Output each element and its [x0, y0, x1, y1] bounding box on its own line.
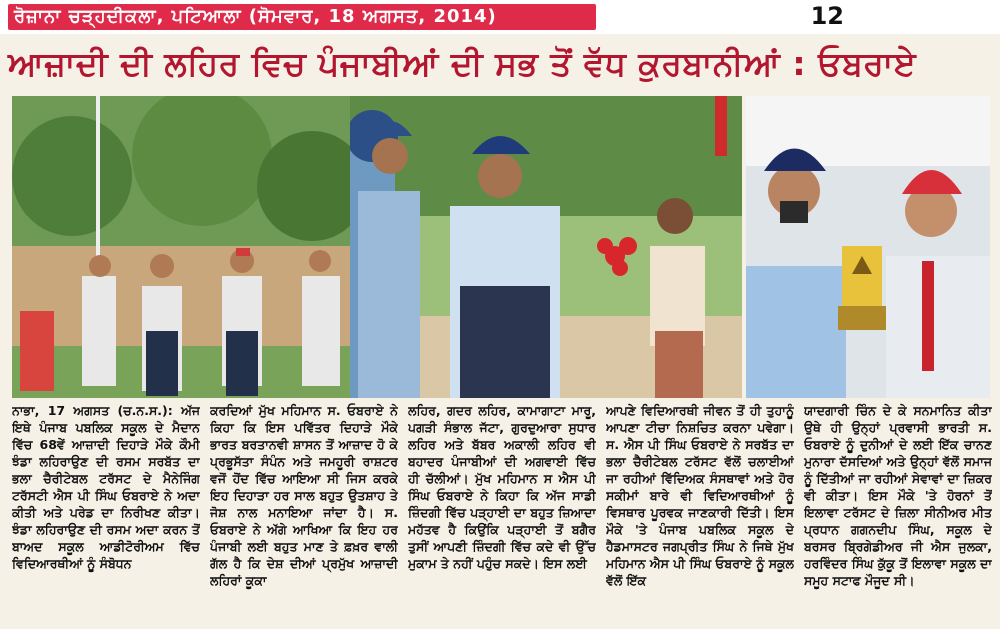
article-column-1: ਨਾਭਾ, 17 ਅਗਸਤ (ਚ.ਨ.ਸ.): ਅੱਜ ਇਥੇ ਪੰਜਾਬ ਪਬਲਿਕ ਸਕੂਲ ਦੇ ਮੈਦਾਨ ਵਿੱਚ 68ਵੇਂ ਆਜ਼ਾਦੀ ਦਿਹਾੜੇ ਮੌਕੇ ਕੌਮੀ ਝੰਡਾ ਲਹਿਰਾਉਣ ਦੀ ਰਸਮ ਸਰਬੱਤ ਦਾ ਭਲਾ ਚੈਰੀਟੇਬਲ ਟਰੱਸਟ ਦੇ ਮੈਨੇਜਿੰਗ ਟਰੱਸਟੀ ਐਸ ਪੀ ਸਿੰਘ ਓਬਰਾਏ ਨੇ ਅਦਾ ਕੀਤੀ ਅਤੇ ਪਰੇਡ ਦਾ ਨਿਰੀਖਣ ਕੀਤਾ। ਝੰਡਾ ਲਹਿਰਾਉਣ ਦੀ ਰਸਮ ਅਦਾ ਕਰਨ ਤੋਂ ਬਾਅਦ ਸਕੂਲ ਆਡੀਟੋਰੀਅਮ ਵਿੱਚ ਵਿਦਿਆਰਥੀਆਂ ਨੂੰ ਸੰਬੋਧਨ — [12, 403, 200, 571]
photo-bouquet-welcome — [350, 96, 742, 398]
photo-memento-presentation — [746, 96, 990, 398]
photo-flag-hoisting — [12, 96, 350, 398]
page-number: 12 — [810, 2, 844, 30]
article-body — [12, 402, 992, 626]
masthead — [0, 0, 1000, 34]
masthead-title: ਰੋਜ਼ਾਨਾ ਚੜ੍ਹਦੀਕਲਾ, ਪਟਿਆਲਾ (ਸੋਮਵਾਰ, 18 ਅਗਸਤ, 2014) — [14, 6, 497, 27]
headline: ਆਜ਼ਾਦੀ ਦੀ ਲਹਿਰ ਵਿਚ ਪੰਜਾਬੀਆਂ ਦੀ ਸਭ ਤੋਂ ਵੱਧ ਕੁਰਬਾਨੀਆਂ : ਓਬਰਾਏ — [8, 44, 917, 83]
article-column-5: ਯਾਦਗਾਰੀ ਚਿੰਨ ਦੇ ਕੇ ਸਨਮਾਨਿਤ ਕੀਤਾ ਉਥੇ ਹੀ ਉਨ੍ਹਾਂ ਪ੍ਰਵਾਸੀ ਭਾਰਤੀ ਸ. ਓਬਰਾਏ ਨੂੰ ਦੁਨੀਆਂ ਦੇ ਲਈ ਇੱਕ ਚਾਨਣ ਮੁਨਾਰਾ ਦੱਸਦਿਆਂ ਅਤੇ ਉਨ੍ਹਾਂ ਵੱਲੋਂ ਸਮਾਜ ਨੂੰ ਦਿੱਤੀਆਂ ਜਾ ਰਹੀਆਂ ਸੇਵਾਵਾਂ ਦਾ ਜ਼ਿਕਰ ਵੀ ਕੀਤਾ। ਇਸ ਮੌਕੇ 'ਤੇ ਹੋਰਨਾਂ ਤੋਂ ਇਲਾਵਾ ਟਰੱਸਟ ਦੇ ਜ਼ਿਲਾ ਸੀਨੀਅਰ ਮੀਤ ਪ੍ਰਧਾਨ ਗਗਨਦੀਪ ਸਿੰਘ, ਸਕੂਲ ਦੇ ਬਰਸਰ ਬ੍ਰਿਗੇਡੀਅਰ ਜੀ ਐਸ ਜੁਲਕਾ, ਹਰਵਿੰਦਰ ਸਿੰਘ ਕੁੱਕੂ ਤੋਂ ਇਲਾਵਾ ਸਕੂਲ ਦਾ ਸਮੂਹ ਸਟਾਫ ਮੌਜੂਦ ਸੀ। — [804, 403, 992, 588]
article-column-2: ਕਰਦਿਆਂ ਮੁੱਖ ਮਹਿਮਾਨ ਸ. ਓਬਰਾਏ ਨੇ ਕਿਹਾ ਕਿ ਇਸ ਪਵਿੱਤਰ ਦਿਹਾੜੇ ਮੌਕੇ ਭਾਰਤ ਬਰਤਾਨਵੀ ਸ਼ਾਸਨ ਤੋਂ ਆਜ਼ਾਦ ਹੋ ਕੇ ਪ੍ਰਭੂਸੱਤਾ ਸੰਪੰਨ ਅਤੇ ਜਮਹੂਰੀ ਰਾਸ਼ਟਰ ਵਜੋਂ ਹੋਂਦ ਵਿੱਚ ਆਇਆ ਸੀ ਜਿਸ ਕਰਕੇ ਇਹ ਦਿਹਾੜਾ ਹਰ ਸਾਲ ਬਹੁਤ ਉਤਸ਼ਾਹ ਤੇ ਜੋਸ਼ ਨਾਲ ਮਨਾਇਆ ਜਾਂਦਾ ਹੈ। ਸ. ਓਬਰਾਏ ਨੇ ਅੱਗੇ ਆਖਿਆ ਕਿ ਇਹ ਹਰ ਪੰਜਾਬੀ ਲਈ ਬਹੁਤ ਮਾਣ ਤੇ ਫ਼ਖ਼ਰ ਵਾਲੀ ਗੱਲ ਹੈ ਕਿ ਦੇਸ਼ ਦੀਆਂ ਪ੍ਰਮੁੱਖ ਆਜ਼ਾਦੀ ਲਹਿਰਾਂ ਕੂਕਾ — [210, 403, 398, 588]
article-column-3: ਲਹਿਰ, ਗਦਰ ਲਹਿਰ, ਕਾਮਾਗਾਟਾ ਮਾਰੂ, ਪਗੜੀ ਸੰਭਾਲ ਜੱਟਾ, ਗੁਰਦੁਆਰਾ ਸੁਧਾਰ ਲਹਿਰ ਅਤੇ ਬੱਬਰ ਅਕਾਲੀ ਲਹਿਰ ਵੀ ਬਹਾਦਰ ਪੰਜਾਬੀਆਂ ਦੀ ਅਗਵਾਈ ਵਿੱਚ ਹੀ ਚੱਲੀਆਂ। ਮੁੱਖ ਮਹਿਮਾਨ ਸ ਐਸ ਪੀ ਸਿੰਘ ਓਬਰਾਏ ਨੇ ਕਿਹਾ ਕਿ ਅੱਜ ਸਾਡੀ ਜ਼ਿੰਦਗੀ ਵਿੱਚ ਪੜ੍ਹਾਈ ਦਾ ਬਹੁਤ ਜ਼ਿਆਦਾ ਮਹੱਤਵ ਹੈ ਕਿਉਂਕਿ ਪੜ੍ਹਾਈ ਤੋਂ ਬਗੈਰ ਤੁਸੀਂ ਆਪਣੀ ਜ਼ਿੰਦਗੀ ਵਿੱਚ ਕਦੇ ਵੀ ਉੱਚ ਮੁਕਾਮ ਤੇ ਨਹੀਂ ਪਹੁੰਚ ਸਕਦੇ। ਇਸ ਲਈ — [408, 403, 596, 571]
article-column-4: ਆਪਣੇ ਵਿਦਿਆਰਥੀ ਜੀਵਨ ਤੋਂ ਹੀ ਤੁਹਾਨੂੰ ਆਪਣਾ ਟੀਚਾ ਨਿਸ਼ਚਿਤ ਕਰਨਾ ਪਵੇਗਾ। ਸ. ਐਸ ਪੀ ਸਿੰਘ ਓਬਰਾਏ ਨੇ ਸਰਬੱਤ ਦਾ ਭਲਾ ਚੈਰੀਟੇਬਲ ਟਰੱਸਟ ਵੱਲੋਂ ਚਲਾਈਆਂ ਜਾ ਰਹੀਆਂ ਵਿੱਦਿਅਕ ਸੰਸਥਾਵਾਂ ਅਤੇ ਹੋਰ ਸਕੀਮਾਂ ਬਾਰੇ ਵੀ ਵਿਦਿਆਰਥੀਆਂ ਨੂੰ ਵਿਸਥਾਰ ਪੂਰਵਕ ਜਾਣਕਾਰੀ ਦਿੱਤੀ। ਇਸ ਮੌਕੇ 'ਤੇ ਪੰਜਾਬ ਪਬਲਿਕ ਸਕੂਲ ਦੇ ਹੈਡਮਾਸਟਰ ਜਗਪ੍ਰੀਤ ਸਿੰਘ ਨੇ ਜਿਥੇ ਮੁੱਖ ਮਹਿਮਾਨ ਐਸ ਪੀ ਸਿੰਘ ਓਬਰਾਏ ਨੂੰ ਸਕੂਲ ਵੱਲੋਂ ਇੱਕ — [606, 403, 794, 588]
